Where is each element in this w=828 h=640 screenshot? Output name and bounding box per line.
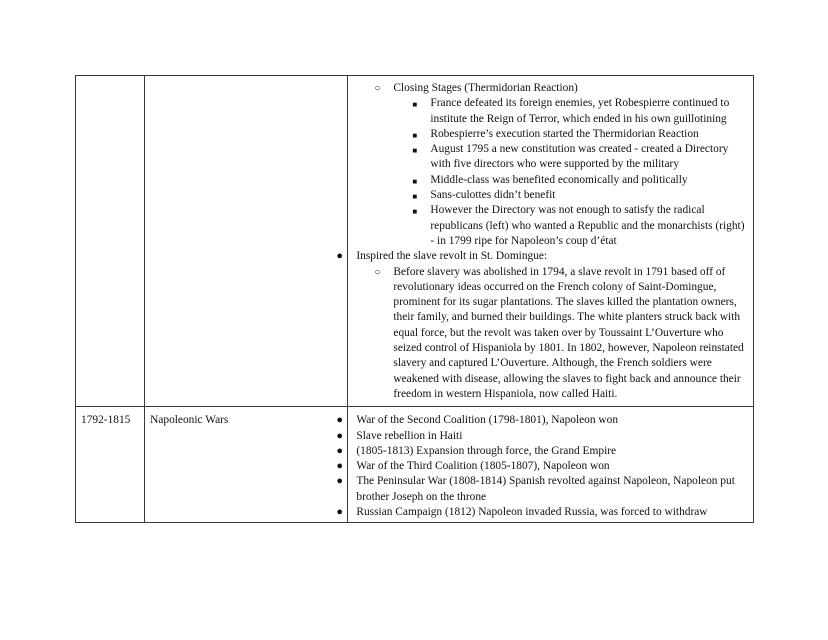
napoleonic-wars-list xyxy=(322,413,745,520)
list-item-text: France defeated its foreign enemies, yet Robespierre continued to institute the Reign of Terror, which ended in his own guillotining xyxy=(430,97,730,125)
square-bullet-icon: ■ xyxy=(412,192,418,202)
list-item-text: August 1795 a new constitution was created - created a Directory with five directors who were supported by the military xyxy=(430,143,729,171)
date-cell[interactable] xyxy=(76,76,145,407)
closing-stages-sublist xyxy=(322,96,745,249)
date-text xyxy=(76,76,144,86)
list-item xyxy=(322,505,745,520)
square-bullet-icon: ■ xyxy=(412,207,418,217)
square-bullet-icon: ■ xyxy=(412,130,418,140)
slave-revolt-detail: Before slavery was abolished in 1794, a slave revolt in 1791 based off of revolutionary ideas occurred on the French colony of Saint-Domingue, prominent for its sugar plantations. The slaves killed the plantation owners, their family, and burned their buildings. The white planters struck back with equal force, but the revolt was taken over by Toussaint L’Ouverture who seized control of Hispaniola by 1801. In 1802, however, Napoleon reinstated slavery and captured L’Ouverture. Although, the French soldiers were weakened with disease, allowing the slaves to fight back and announce their freedom in western Hispaniola, now called Haiti. xyxy=(393,265,744,400)
hollow-bullet-icon: ○ xyxy=(374,266,381,278)
list-item-text: Middle-class was benefited economically and politically xyxy=(430,173,688,186)
filled-bullet-icon: ● xyxy=(336,460,344,473)
square-bullet-icon: ■ xyxy=(412,100,418,110)
list-item xyxy=(322,127,745,142)
slave-revolt-label: Inspired the slave revolt in St. Domingue: xyxy=(356,250,548,263)
list-item xyxy=(322,459,745,474)
list-item-text: Robespierre’s execution started the Thermidorian Reaction xyxy=(430,127,699,140)
square-bullet-icon: ■ xyxy=(412,146,418,156)
filled-bullet-icon: ● xyxy=(336,506,344,519)
list-item-text: War of the Second Coalition (1798-1801), Napoleon won xyxy=(356,414,619,427)
list-item-text: War of the Third Coalition (1805-1807), Napoleon won xyxy=(356,460,610,473)
list-item-text: Slave rebellion in Haiti xyxy=(356,429,463,442)
date-text: 1792-1815 xyxy=(81,414,131,427)
filled-bullet-icon: ● xyxy=(336,444,344,457)
list-item-text: Sans-culottes didn’t benefit xyxy=(430,189,556,202)
list-item xyxy=(322,429,745,444)
hollow-bullet-icon: ○ xyxy=(374,83,381,94)
event-text: Napoleonic Wars xyxy=(150,414,229,427)
list-item xyxy=(322,81,745,96)
event-text xyxy=(145,76,347,86)
history-table xyxy=(75,75,754,523)
notes-cell[interactable] xyxy=(336,407,754,523)
filled-bullet-icon: ● xyxy=(336,429,344,442)
event-cell[interactable] xyxy=(145,76,348,407)
list-item xyxy=(322,444,745,459)
list-item-text: However the Directory was not enough to satisfy the radical republicans (left) who wanted a Republic and the monarchists (right) - in 1799 ripe for Napoleon’s coup d’état xyxy=(430,204,745,247)
list-item-text: (1805-1813) Expansion through force, the Grand Empire xyxy=(356,444,617,457)
filled-bullet-icon: ● xyxy=(336,475,344,488)
notes-cell[interactable] xyxy=(336,76,754,407)
table-row xyxy=(76,407,754,523)
list-item xyxy=(322,413,745,428)
table-row xyxy=(76,76,754,407)
list-item xyxy=(322,265,745,403)
closing-stages-list xyxy=(322,81,745,96)
list-item xyxy=(322,173,745,188)
square-bullet-icon: ■ xyxy=(412,176,418,186)
filled-bullet-icon: ● xyxy=(336,250,344,263)
date-cell[interactable] xyxy=(76,407,145,523)
list-item xyxy=(322,188,745,203)
closing-stages-label: Closing Stages (Thermidorian Reaction) xyxy=(393,82,578,94)
filled-bullet-icon: ● xyxy=(336,414,344,427)
list-item xyxy=(322,249,745,264)
list-item-text: The Peninsular War (1808-1814) Spanish revolted against Napoleon, Napoleon put brother Joseph on the throne xyxy=(356,475,735,503)
list-item xyxy=(322,96,745,127)
list-item xyxy=(322,142,745,173)
slave-revolt-list xyxy=(322,249,745,264)
list-item xyxy=(322,474,745,505)
event-cell[interactable] xyxy=(145,407,348,523)
slave-revolt-sublist xyxy=(322,265,745,403)
list-item-text: Russian Campaign (1812) Napoleon invaded Russia, was forced to withdraw xyxy=(356,506,708,519)
list-item xyxy=(322,203,745,249)
